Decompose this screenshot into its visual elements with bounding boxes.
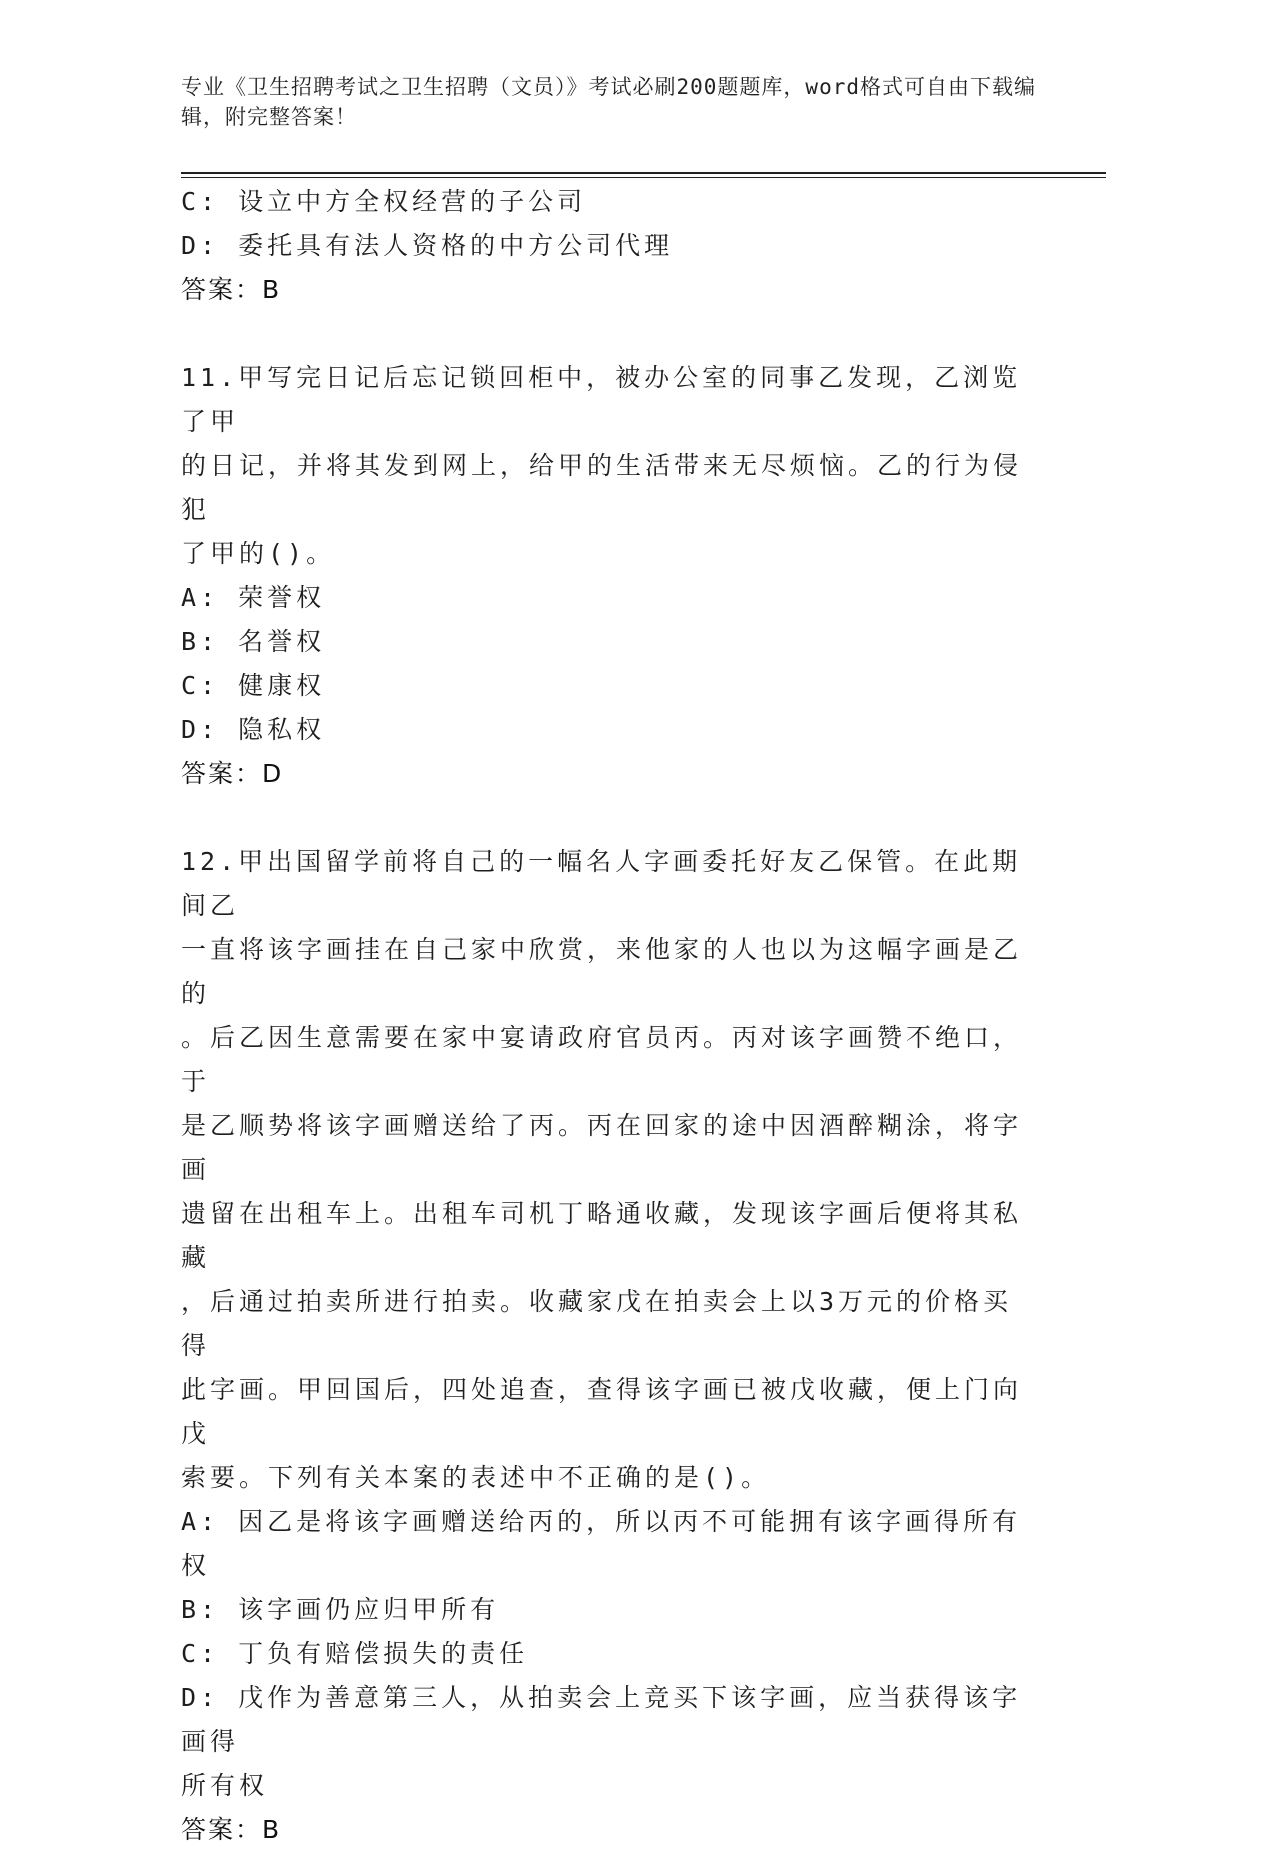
question-stem: 。后乙因生意需要在家中宴请政府官员丙。丙对该字画赞不绝口，于 [181, 1023, 1023, 1096]
question-12 [181, 840, 1041, 1852]
header-rule-thin [181, 177, 1106, 178]
question-stem: 是乙顺势将该字画赠送给了丙。丙在回家的途中因酒醉糊涂，将字画 [181, 1111, 1023, 1184]
spacer [181, 312, 1041, 356]
answer-line: 答案：D [181, 759, 284, 788]
header-title: 专业《卫生招聘考试之卫生招聘（文员）》考试必刷200题题库，word格式可自由下载编辑，附完整答案！ [181, 75, 1036, 129]
question-stem: 的日记，并将其发到网上，给甲的生活带来无尽烦恼。乙的行为侵犯 [181, 451, 1023, 524]
document-body [181, 180, 1041, 1852]
question-stem: ，后通过拍卖所进行拍卖。收藏家戊在拍卖会上以3万元的价格买得 [181, 1287, 1013, 1360]
option-c: C: 丁负有赔偿损失的责任 [181, 1639, 529, 1668]
option-c: C: 健康权 [181, 671, 326, 700]
option-c: C: 设立中方全权经营的子公司 [181, 187, 587, 216]
document-header [181, 72, 1041, 132]
question-11 [181, 356, 1041, 796]
header-rule-thick [181, 172, 1106, 174]
question-10-tail [181, 180, 1041, 312]
question-stem: 一直将该字画挂在自己家中欣赏，来他家的人也以为这幅字画是乙的 [181, 935, 1023, 1008]
option-d: D: 隐私权 [181, 715, 326, 744]
option-d: D: 戊作为善意第三人，从拍卖会上竞买下该字画，应当获得该字画得 [181, 1683, 1022, 1756]
question-stem: 遗留在出租车上。出租车司机丁略通收藏，发现该字画后便将其私藏 [181, 1199, 1023, 1272]
option-d: D: 委托具有法人资格的中方公司代理 [181, 231, 674, 260]
question-stem: 此字画。甲回国后，四处追查，查得该字画已被戊收藏，便上门向戊 [181, 1375, 1023, 1448]
spacer [181, 796, 1041, 840]
answer-line: 答案：B [181, 275, 282, 304]
option-d-continued: 所有权 [181, 1771, 269, 1800]
question-stem: 索要。下列有关本案的表述中不正确的是()。 [181, 1463, 771, 1492]
question-stem: 12.甲出国留学前将自己的一幅名人字画委托好友乙保管。在此期间乙 [181, 847, 1022, 920]
answer-line: 答案：B [181, 1815, 282, 1844]
option-a: A: 因乙是将该字画赠送给丙的，所以丙不可能拥有该字画得所有权 [181, 1507, 1022, 1580]
question-stem: 了甲的()。 [181, 539, 336, 568]
option-b: B: 名誉权 [181, 627, 326, 656]
option-b: B: 该字画仍应归甲所有 [181, 1595, 500, 1624]
question-stem: 11.甲写完日记后忘记锁回柜中，被办公室的同事乙发现，乙浏览了甲 [181, 363, 1022, 436]
option-a: A: 荣誉权 [181, 583, 326, 612]
